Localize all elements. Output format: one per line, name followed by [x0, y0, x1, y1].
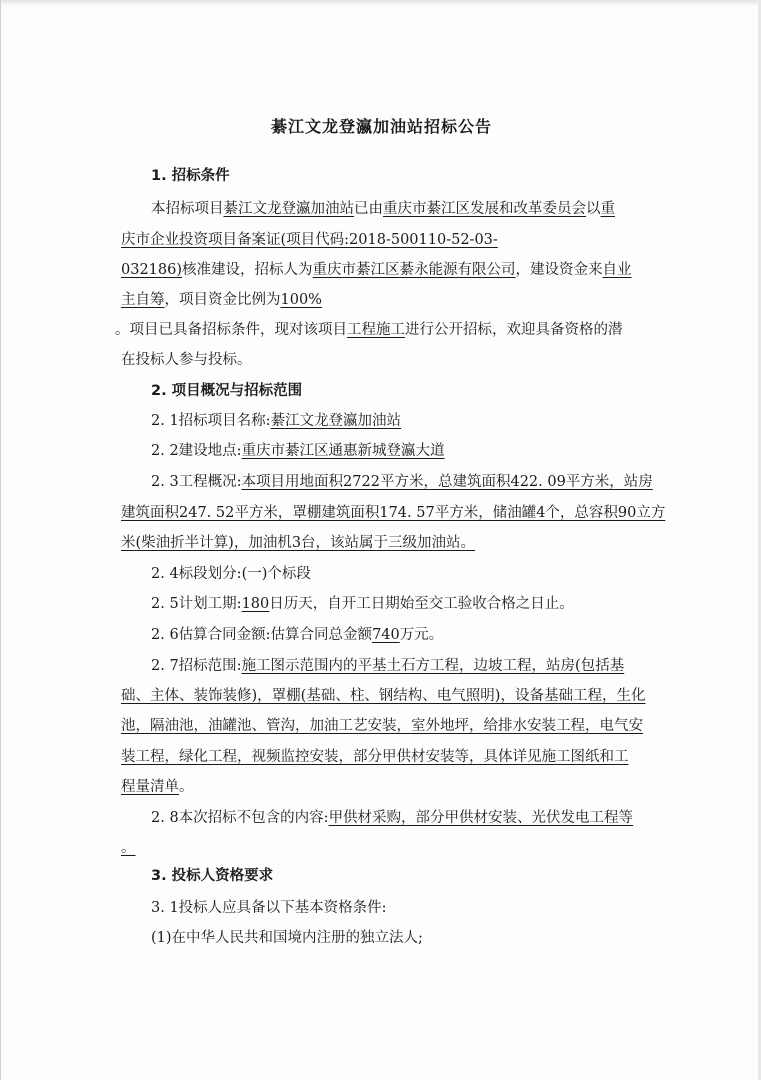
s1-line-4 — [121, 290, 322, 310]
text: 2. 6估算合同金额:估算合同总金额 — [151, 627, 373, 643]
project-code-tail: 032186) — [121, 262, 183, 278]
s1-line-6: 在投标人参与投标。 — [121, 352, 252, 368]
text: 2. 8本次招标不包含的内容: — [151, 810, 329, 826]
text: 2. 4标段划分: — [151, 566, 242, 582]
value: 施工图示范围内的平基土石方工程，边坡工程，站房(包括基 — [241, 658, 625, 674]
text: 本招标项目 — [151, 201, 224, 217]
text: 万元。 — [399, 627, 444, 643]
item-2-7 — [151, 656, 624, 676]
text: 已由 — [354, 201, 383, 217]
item-2-2 — [151, 441, 445, 461]
item-2-3-line-2: 建筑面积247. 52平方米，罩棚建筑面积174. 57平方米，储油罐4个，总容积90立方 — [121, 505, 666, 521]
value: 程量清单 — [121, 779, 179, 795]
item-2-3-line-3: 米(柴油折半计算)，加油机3台，该站属于三级加油站。 — [121, 535, 476, 551]
s1-line-5 — [115, 320, 623, 340]
item-2-5 — [151, 594, 574, 614]
text: 日历天，自开工日期始至交工验收合格之日止。 — [269, 596, 574, 612]
item-2-7-line-2: 础、主体、装饰装修)，罩棚(基础、柱、钢结构、电气照明)，设备基础工程，生化 — [121, 688, 646, 704]
tenderer-name: 重庆市綦江区綦永能源有限公司 — [312, 262, 516, 278]
value: 綦江文龙登瀛加油站 — [270, 413, 402, 429]
item-2-7-line-4: 装工程，绿化工程，视频监控安装，部分甲供材安装等，具体详见施工图纸和工 — [121, 749, 629, 765]
value: (一)个标段 — [241, 566, 311, 582]
text: ，建设资金来 — [515, 262, 603, 278]
text: ，项目资金比例为 — [164, 292, 281, 308]
item-2-3 — [151, 472, 653, 492]
value: 重庆市綦江区通惠新城登瀛大道 — [241, 443, 445, 459]
text: 重 — [600, 201, 615, 217]
funding-ratio: 100% — [280, 292, 322, 308]
text: 。 — [179, 779, 194, 795]
text: 2. 2建设地点: — [151, 443, 242, 459]
s1-line-3 — [121, 260, 632, 280]
text: 以 — [586, 201, 601, 217]
item-2-8-line-2: 。 — [121, 840, 136, 856]
section-1-heading: 1. 招标条件 — [151, 168, 230, 184]
item-2-1 — [151, 411, 401, 431]
section-3-heading: 3. 投标人资格要求 — [151, 868, 274, 884]
value: 本项目用地面积2722平方米，总建筑面积422. 09平方米，站房 — [241, 474, 653, 490]
text: 自业 — [602, 262, 632, 278]
item-3-1-1: (1)在中华人民共和国境内注册的独立法人; — [151, 930, 423, 946]
work-type: 工程施工 — [347, 322, 405, 338]
item-2-7-line-5 — [121, 777, 194, 797]
text: 2. 1招标项目名称: — [151, 413, 271, 429]
section-2-heading: 2. 项目概况与招标范围 — [151, 383, 303, 399]
value: 甲供材采购，部分甲供材安装、光伏发电工程等 — [328, 810, 634, 826]
item-2-7-line-3: 池，隔油池，油罐池、管沟，加油工艺安装，室外地坪，给排水安装工程，电气安 — [121, 718, 643, 734]
text: 。项目已具备招标条件，现对该项目 — [115, 322, 347, 338]
project-name: 綦江文龙登瀛加油站 — [223, 201, 354, 217]
text: 进行公开招标，欢迎具备资格的潜 — [405, 322, 623, 338]
value: 740 — [372, 627, 400, 643]
item-2-8 — [151, 808, 633, 828]
text: 核准建设，招标人为 — [182, 262, 313, 278]
item-2-6 — [151, 625, 443, 645]
scan-shadow — [1, 0, 761, 6]
page-title: 綦江文龙登瀛加油站招标公告 — [270, 117, 492, 136]
text: 2. 3工程概况: — [151, 474, 242, 490]
s1-line-1 — [151, 199, 615, 219]
value: 180 — [241, 596, 270, 612]
funding-source: 主自筹 — [121, 292, 165, 308]
approval-authority: 重庆市綦江区发展和改革委员会 — [383, 201, 586, 217]
text: 2. 5计划工期: — [151, 596, 242, 612]
item-2-4 — [151, 564, 311, 584]
s1-line-2: 庆市企业投资项目备案证(项目代码:2018-500110-52-03- — [121, 232, 498, 248]
item-3-1: 3. 1投标人应具备以下基本资格条件: — [151, 900, 387, 916]
text: 2. 7招标范围: — [151, 658, 242, 674]
